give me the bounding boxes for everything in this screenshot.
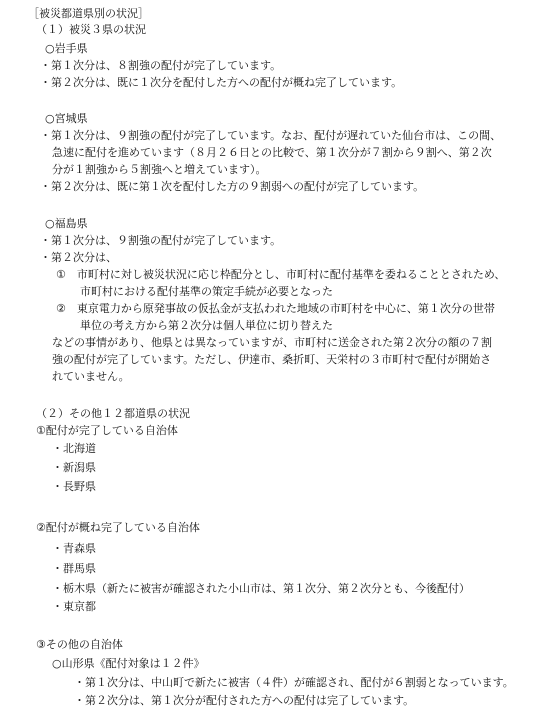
group1-item-1: ・北海道 [52,442,96,455]
group1-item-3: ・長野県 [52,480,96,493]
fukushima-line-1: ・第１次分は、９割強の配付が完了しています。 [40,234,282,247]
fukushima-line-4: 強の配付が完了しています。ただし、伊達市、桑折町、天栄村の３市町村で配付が開始さ [52,353,492,366]
group2-item-4: ・東京都 [52,600,96,613]
part1-heading: （１）被災３県の状況 [36,23,146,36]
fukushima-item-2: ② 東京電力から原発事故の仮払金が支払われた地域の市町村を中心に、第１次分の世帯 [56,302,495,315]
fukushima-item-1: ① 市町村に対し被災状況に応じ枠配分とし、市町村に配付基準を委ねることとされため、 [56,268,506,281]
fukushima-line-2: ・第２次分は、 [40,251,117,264]
yamagata-line-2: ・第２次分は、第１次分が配付された方への配付は完了しています。 [74,694,415,707]
miyagi-line-4: ・第２次分は、既に第１次を配付した方の９割弱への配付が完了しています。 [40,180,425,193]
fukushima-item-1-cont: 市町村における配付基準の策定手続が必要となった [80,285,333,298]
iwate-line-1: ・第１次分は、８割強の配付が完了しています。 [40,59,282,72]
yamagata-heading: ○山形県《配付対象は１２件》 [52,657,205,670]
miyagi-line-2: 急速に配付を進めています（８月２６日との比較で、第１次分が７割から９割へ、第２次 [52,146,492,159]
group2-item-3: ・栃木県（新たに被害が確認された小山市は、第１次分、第２次分とも、今後配付） [52,582,470,595]
fukushima-line-5: れていません。 [52,370,130,383]
miyagi-line-1: ・第１次分は、９割強の配付が完了しています。なお、配付が遅れていた仙台市は、この間、 [40,129,502,142]
part2-heading: （２）その他１２都道県の状況 [36,407,190,420]
group3-title: ③その他の自治体 [36,638,123,651]
iwate-heading: ○岩手県 [45,42,88,55]
section-title: ［被災都道県別の状況］ [28,7,149,20]
group2-title: ②配付が概ね完了している自治体 [36,521,200,534]
iwate-line-2: ・第２次分は、既に１次分を配付した方への配付が概ね完了しています。 [40,76,403,89]
miyagi-heading: ○宮城県 [45,112,88,125]
group2-item-2: ・群馬県 [52,562,96,575]
fukushima-line-3: などの事情があり、他県とは異なっていますが、市町村に送金された第２次分の額の７割 [52,336,492,349]
group1-item-2: ・新潟県 [52,461,96,474]
miyagi-line-3: 分が１割強から５割強へと増えています）。 [52,163,267,176]
yamagata-line-1: ・第１次分は、中山町で新たに被害（４件）が確認され、配付が６割弱となっています。 [74,676,514,689]
fukushima-heading: ○福島県 [45,217,88,230]
group2-item-1: ・青森県 [52,542,96,555]
fukushima-item-2-cont: 単位の考え方から第２次分は個人単位に切り替えた [80,319,333,332]
group1-title: ①配付が完了している自治体 [36,424,178,437]
